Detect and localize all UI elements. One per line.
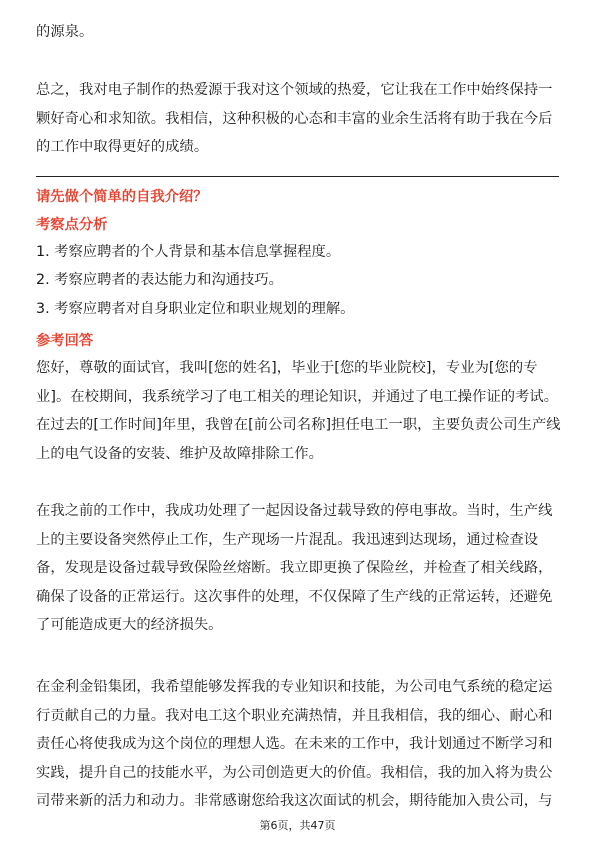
text-line: 确保了设备的正常运行。这次事件的处理，不仅保障了生产线的正常运转，还避免	[36, 588, 553, 605]
answer-paragraph-2	[36, 497, 559, 640]
text-line: 您好，尊敬的面试官，我叫[您的姓名]，毕业于[您的毕业院校]，专业为[您的专	[36, 360, 538, 376]
analysis-item: 2. 考察应聘者的表达能力和沟通技巧。	[36, 272, 283, 288]
analysis-heading: 考察点分析	[36, 217, 108, 233]
text-line: 责任心将使我成为这个岗位的理想人选。在未来的工作中，我计划通过不断学习和	[36, 736, 553, 753]
summary-paragraph	[36, 76, 559, 162]
text-line: 上的主要设备突然停止工作，生产现场一片混乱。我迅速到达现场，通过检查设	[36, 531, 539, 548]
page-footer: 第6页，共47页	[259, 819, 336, 832]
text-line: 在我之前的工作中，我成功处理了一起因设备过载导致的停电事故。当时，生产线	[36, 503, 553, 519]
continued-paragraph	[36, 18, 559, 47]
text-line: 的源泉。	[36, 24, 94, 40]
question-title: 请先做个简单的自我介绍？	[36, 189, 208, 205]
analysis-item: 1. 考察应聘者的个人背景和基本信息掌握程度。	[36, 244, 341, 260]
text-line: 行贡献自己的力量。我对电工这个职业充满热情，并且我相信，我的细心、耐心和	[36, 707, 553, 724]
text-line: 了可能造成更大的经济损失。	[36, 617, 223, 634]
answer-paragraph-1	[36, 354, 559, 468]
text-line: 的工作中取得更好的成绩。	[36, 139, 209, 156]
text-line: 在过去的[工作时间]年里，我曾在[前公司名称]担任电工一职，主要负责公司生产线	[36, 417, 561, 434]
answer-heading: 参考回答	[36, 333, 94, 349]
section-divider	[36, 176, 559, 177]
text-line: 总之，我对电子制作的热爱源于我对这个领域的热爱，它让我在工作中始终保持一	[36, 82, 553, 98]
text-line: 颗好奇心和求知欲。我相信，这种积极的心态和丰富的业余生活将有助于我在今后	[36, 110, 553, 127]
text-line: 在金利金铅集团，我希望能够发挥我的专业知识和技能，为公司电气系统的稳定运	[36, 679, 553, 695]
text-line: 司带来新的活力和动力。非常感谢您给我这次面试的机会，期待能加入贵公司，与	[36, 793, 553, 810]
text-line: 业]。在校期间，我系统学习了电工相关的理论知识，并通过了电工操作证的考试。	[36, 388, 559, 405]
text-line: 上的电气设备的安装、维护及故障排除工作。	[36, 445, 323, 462]
analysis-item: 3. 考察应聘者对自身职业定位和职业规划的理解。	[36, 301, 355, 317]
text-line: 备，发现是设备过载导致保险丝熔断。我立即更换了保险丝，并检查了相关线路，	[36, 560, 553, 577]
answer-paragraph-3	[36, 673, 559, 816]
text-line: 实践，提升自己的技能水平，为公司创造更大的价值。我相信，我的加入将为贵公	[36, 764, 553, 781]
